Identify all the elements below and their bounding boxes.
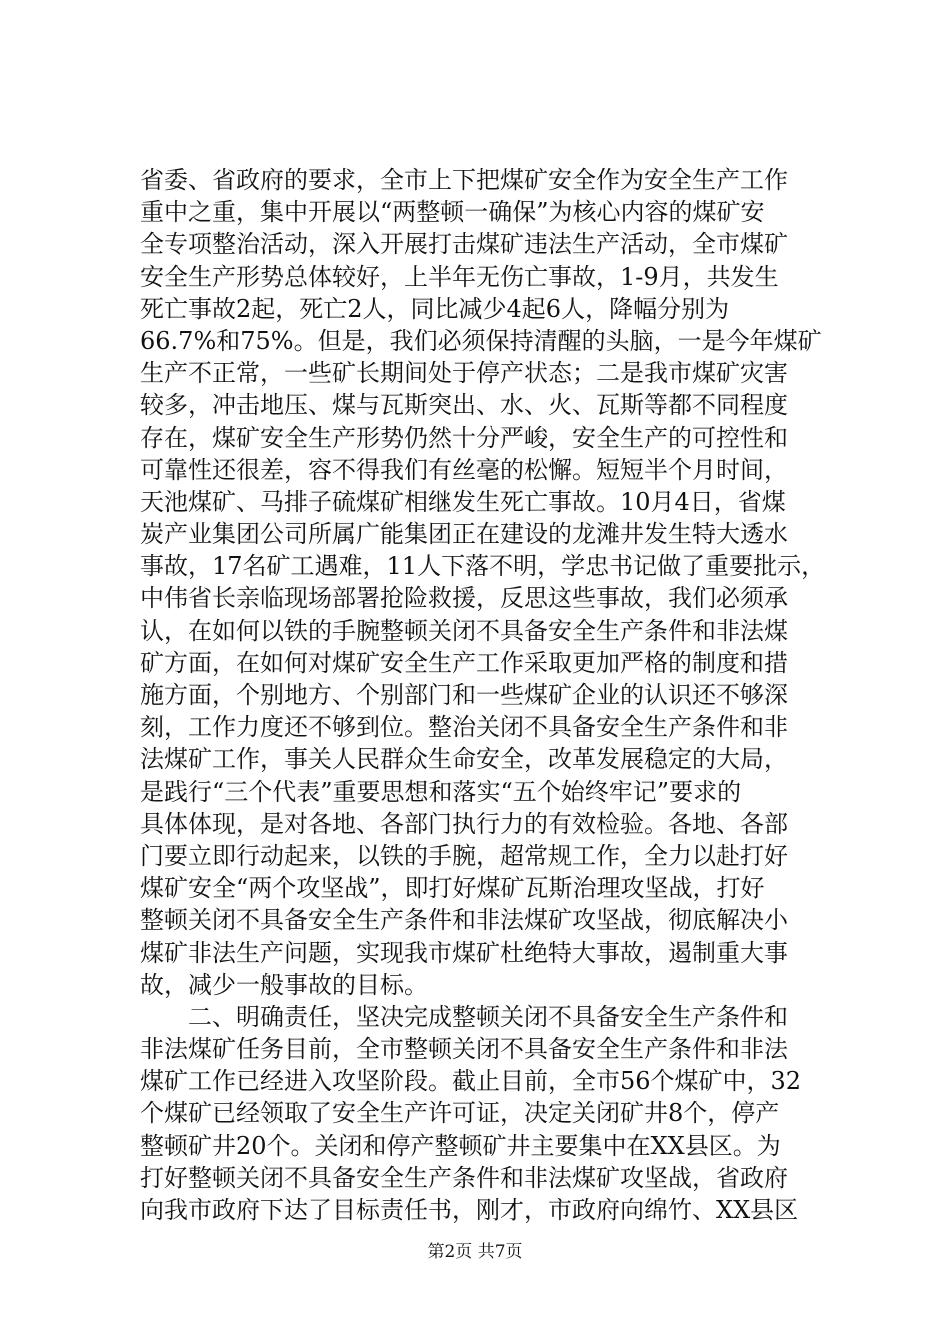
text-line: 门要立即行动起来，以铁的手腕，超常规工作，全力以赴打好 — [140, 841, 788, 870]
text-line: 安全生产形势总体较好，上半年无伤亡事故，1-9月，共发生 — [140, 262, 779, 291]
text-line: 刻，工作力度还不够到位。整治关闭不具备安全生产条件和非 — [140, 713, 788, 742]
text-line: 66.7%和75%。但是，我们必须保持清醒的头脑，一是今年煤矿 — [140, 326, 822, 355]
text-line: 整顿关闭不具备安全生产条件和非法煤矿攻坚战，彻底解决小 — [140, 906, 788, 935]
text-line: 较多，冲击地压、煤与瓦斯突出、水、火、瓦斯等都不同程度 — [140, 391, 788, 420]
text-line: 个煤矿已经领取了安全生产许可证，决定关闭矿井8个，停产 — [140, 1099, 780, 1128]
text-line: 事故，17名矿工遇难，11人下落不明，学忠书记做了重要批示， — [140, 552, 826, 581]
text-line: 是践行“三个代表”重要思想和落实“五个始终牢记”要求的 — [140, 777, 742, 806]
text-line: 法煤矿工作，事关人民群众生命安全，改革发展稳定的大局， — [140, 745, 788, 774]
text-line: 生产不正常，一些矿长期间处于停产状态；二是我市煤矿灾害 — [140, 359, 788, 388]
body-text — [140, 164, 830, 1226]
text-line: 中伟省长亲临现场部署抢险救援，反思这些事故，我们必须承 — [140, 584, 788, 613]
text-line: 死亡事故2起，死亡2人，同比减少4起6人，降幅分别为 — [140, 294, 730, 323]
text-line: 煤矿工作已经进入攻坚阶段。截止目前，全市56个煤矿中，32 — [140, 1067, 802, 1096]
text-line: 可靠性还很差，容不得我们有丝毫的松懈。短短半个月时间， — [140, 455, 788, 484]
text-line: 向我市政府下达了目标责任书，刚才，市政府向绵竹、XX县区 — [140, 1196, 799, 1224]
text-line: 打好整顿关闭不具备安全生产条件和非法煤矿攻坚战，省政府 — [140, 1163, 788, 1192]
text-line: 存在，煤矿安全生产形势仍然十分严峻，安全生产的可控性和 — [140, 423, 788, 452]
text-line: 天池煤矿、马排子硫煤矿相继发生死亡事故。10月4日，省煤 — [140, 487, 786, 516]
text-line: 具体体现，是对各地、各部门执行力的有效检验。各地、各部 — [140, 809, 788, 838]
text-line: 施方面，个别地方、个别部门和一些煤矿企业的认识还不够深 — [140, 681, 788, 709]
text-line: 认，在如何以铁的手腕整顿关闭不具备安全生产条件和非法煤 — [140, 616, 788, 645]
text-line: 非法煤矿任务目前，全市整顿关闭不具备安全生产条件和非法 — [140, 1035, 788, 1064]
text-line: 矿方面，在如何对煤矿安全生产工作采取更加严格的制度和措 — [140, 648, 788, 677]
text-line: 煤矿安全“两个攻坚战”，即打好煤矿瓦斯治理攻坚战，打好 — [140, 874, 765, 903]
text-line: 二、明确责任，坚决完成整顿关闭不具备安全生产条件和 — [140, 1002, 788, 1031]
text-line: 整顿矿井20个。关闭和停产整顿矿井主要集中在XX县区。为 — [140, 1131, 781, 1160]
text-line: 省委、省政府的要求，全市上下把煤矿安全作为安全生产工作 — [140, 166, 788, 194]
text-line: 炭产业集团公司所属广能集团正在建设的龙滩井发生特大透水 — [140, 520, 788, 549]
text-line: 煤矿非法生产问题，实现我市煤矿杜绝特大事故，遏制重大事 — [140, 938, 788, 967]
text-line: 故，减少一般事故的目标。 — [140, 970, 428, 999]
text-line: 全专项整治活动，深入开展打击煤矿违法生产活动，全市煤矿 — [140, 230, 788, 259]
page-number-footer: 第2页 共7页 — [427, 1242, 523, 1262]
text-line: 重中之重，集中开展以“两整顿一确保”为核心内容的煤矿安 — [140, 198, 765, 227]
